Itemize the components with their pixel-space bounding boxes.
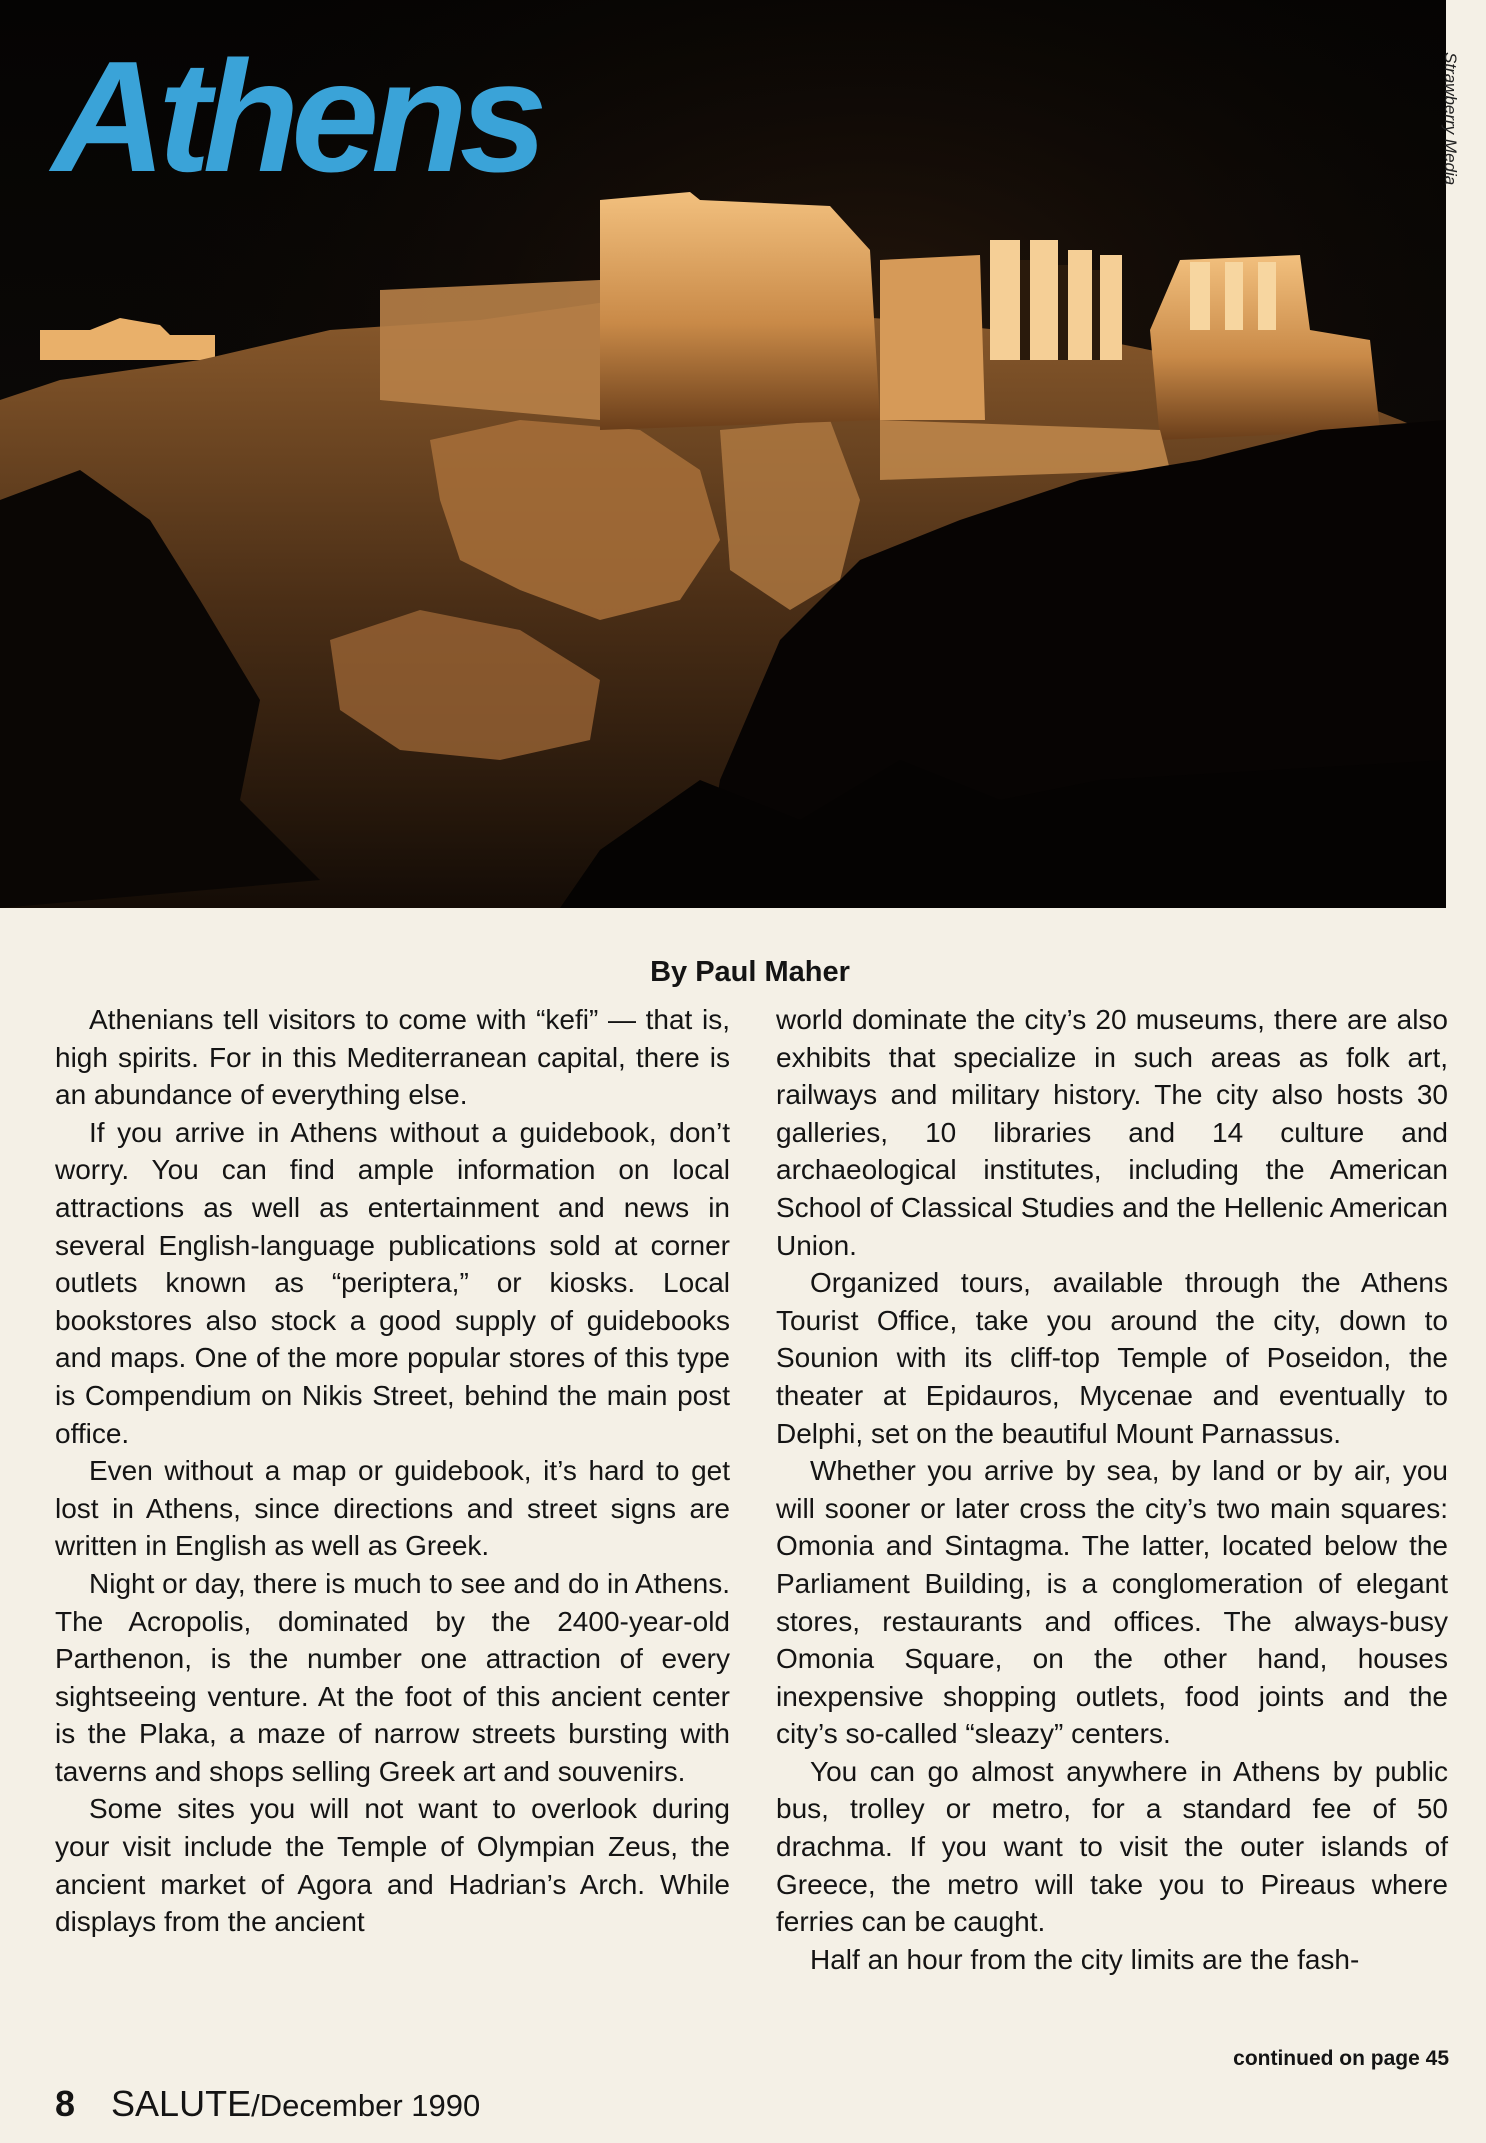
paragraph: Half an hour from the city limits are the fash-: [810, 1943, 1360, 1975]
paragraph: Night or day, there is much to see and do in Athens. The Acropolis, dominated by the 2400-year-old Parthenon, is the number one attraction of every sightseeing venture. At the foot of this ancient center is the Plaka, a maze of narrow streets bursting with taverns and shops selling Greek art and souvenirs.: [55, 1567, 730, 1787]
paragraph: Whether you arrive by sea, by land or by air, you will sooner or later cross the city’s two main squares: Omonia and Sintagma. The latter, located below the Parliament Building, is a conglomeration of elegant stores, restaurants and offices. The always-busy Omonia Square, on the other hand, houses inexpensive shopping outlets, food joints and the city’s so-called “sleazy” centers.: [776, 1455, 1448, 1750]
paragraph: Athenians tell visitors to come with “kefi” — that is, high spirits. For in this Mediterranean capital, there is an abundance of everything else.: [55, 1004, 730, 1111]
page-footer: [55, 2083, 480, 2125]
paragraph: If you arrive in Athens without a guidebook, don’t worry. You can find ample information on local attractions as well as entertainment and news in several English-language publications sold at corner outlets known as “periptera,” or kiosks. Local bookstores also stock a good supply of guidebooks and maps. One of the more popular stores of this type is Compendium on Nikis Street, behind the main post office.: [55, 1116, 730, 1449]
paragraph: Even without a map or guidebook, it’s hard to get lost in Athens, since directions and street signs are written in English as well as Greek.: [55, 1455, 730, 1562]
byline: By Paul Maher: [650, 956, 850, 988]
right-column: [776, 1001, 1448, 1978]
paragraph: You can go almost anywhere in Athens by public bus, trolley or metro, for a standard fee of 50 drachma. If you want to visit the outer islands of Greece, the metro will take you to Pireaus where ferries can be caught.: [776, 1755, 1448, 1938]
page-title: Athens: [52, 29, 540, 205]
photo-credit: Strawberry Media: [1441, 52, 1460, 186]
paragraph: Some sites you will not want to overlook during your visit include the Temple of Olympian Zeus, the ancient market of Agora and Hadrian’s Arch. While displays from the ancient: [55, 1793, 730, 1938]
continued-notice: continued on page 45: [1233, 2047, 1449, 2070]
page-number: 8: [55, 2083, 76, 2124]
issue-date: /December 1990: [251, 2088, 481, 2123]
left-column: [55, 1001, 730, 1941]
paragraph: Organized tours, available through the Athens Tourist Office, take you around the city, down to Sounion with its cliff-top Temple of Poseidon, the theater at Epidauros, Mycenae and eventually to Delphi, set on the beautiful Mount Parnassus.: [776, 1267, 1448, 1449]
paragraph-continuation: world dominate the city’s 20 museums, there are also exhibits that specialize in such areas as folk art, railways and military history. The city also hosts 30 galleries, 10 libraries and 14 culture and archaeological institutes, including the American School of Classical Studies and the Hellenic American Union.: [776, 1004, 1448, 1261]
publication-name: SALUTE: [111, 2083, 252, 2124]
